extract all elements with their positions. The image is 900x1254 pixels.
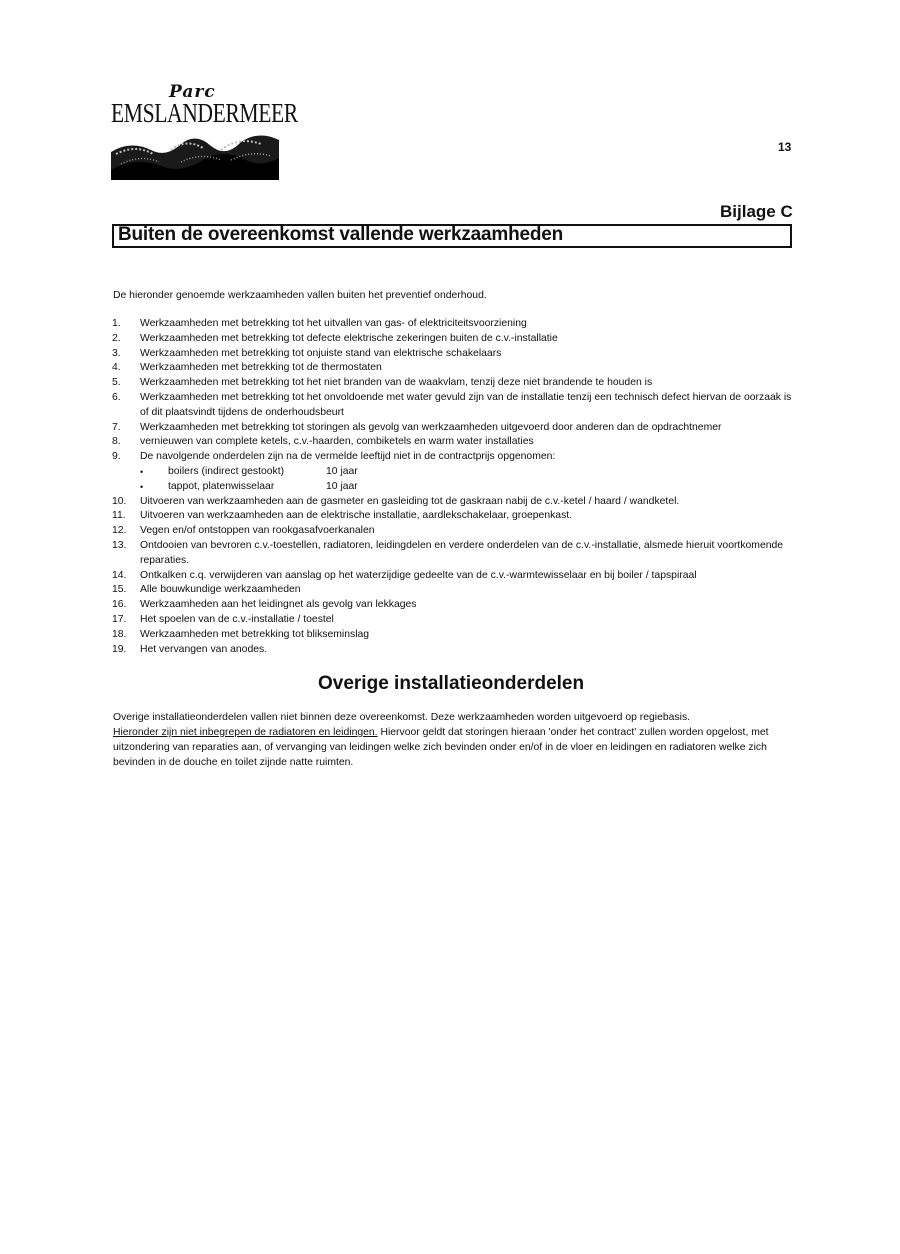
section-title-box <box>112 224 792 248</box>
logo-waves-graphic <box>111 130 279 180</box>
sub-item-age: 10 jaar <box>326 480 358 492</box>
item-text: Alle bouwkundige werkzaamheden <box>140 584 301 596</box>
item-text: Het spoelen van de c.v.-installatie / toestel <box>140 613 334 625</box>
appendix-label: Bijlage C <box>720 202 793 221</box>
list-item <box>112 628 802 643</box>
item-number: 5. <box>112 377 121 389</box>
other-rest-text: Hiervoor geldt dat storingen hieraan 'onder het contract' zullen worden opgelost, met uitzondering van reparaties aan, of vervanging van leidingen welke zich bevinden onder en/of in de vloer en leidingen en radiatoren welke zich bevinden in de douche en toilet zijnde natte ruimten. <box>113 727 769 768</box>
item-number: 13. <box>112 539 127 551</box>
item-number: 14. <box>112 569 127 581</box>
sub-item <box>112 480 802 495</box>
item-number: 11. <box>112 510 126 522</box>
item-text: Uitvoeren van werkzaamheden aan de elektrische installatie, aardlekschakelaar, groepenkast. <box>140 510 573 522</box>
sub-item-name: boilers (indirect gestookt) <box>168 465 285 477</box>
list-item <box>112 598 802 613</box>
sub-item <box>112 465 802 480</box>
item-number: 15. <box>112 584 127 596</box>
list-item <box>112 539 802 569</box>
item-number: 9. <box>112 451 121 463</box>
other-line1: Overige installatieonderdelen vallen niet binnen deze overeenkomst. Deze werkzaamheden worden uitgevoerd op regiebasis. <box>113 712 691 723</box>
item-text: vernieuwen van complete ketels, c.v.-haarden, combiketels en warm water installaties <box>140 436 534 448</box>
item-number: 4. <box>112 362 121 374</box>
other-heading: Overige installatieonderdelen <box>318 673 585 694</box>
list-item <box>112 376 802 391</box>
item-number: 3. <box>112 347 121 359</box>
item-text: Werkzaamheden met betrekking tot het onvoldoende met water gevuld zijn van de installatie tenzij een technisch defect hiervan de oorzaak is of dit plaatsvindt tijdens de onderhoudsbeurt <box>140 391 792 418</box>
item-text: Werkzaamheden met betrekking tot defecte elektrische zekeringen buiten de c.v.-installatie <box>140 332 558 344</box>
item-number: 19. <box>112 643 127 655</box>
list-item <box>112 361 802 376</box>
item-text: Werkzaamheden met betrekking tot blikseminslag <box>140 628 370 640</box>
list-item <box>112 317 802 332</box>
item-text: Werkzaamheden met betrekking tot het uitvallen van gas- of elektriciteitsvoorziening <box>140 318 527 329</box>
list-item <box>112 524 802 539</box>
list-item <box>112 509 802 524</box>
item-number: 12. <box>112 525 127 537</box>
item-text: Werkzaamheden met betrekking tot het niet branden van de waakvlam, tenzij deze niet brandende te houden is <box>140 377 653 389</box>
list-item <box>112 643 802 658</box>
item-text: Het vervangen van anodes. <box>140 643 268 655</box>
list-item <box>112 347 802 362</box>
company-logo <box>111 82 298 182</box>
list-item <box>112 435 802 450</box>
item-number: 17. <box>112 613 127 625</box>
section-title: Buiten de overeenkomst vallende werkzaamheden <box>118 224 564 245</box>
list-item <box>112 495 802 510</box>
item-number: 2. <box>112 332 121 344</box>
page-number: 13 <box>778 140 792 154</box>
list-item <box>112 450 802 465</box>
item-text: Werkzaamheden met betrekking tot de thermostaten <box>140 362 382 374</box>
item-number: 10. <box>112 495 127 507</box>
sub-item-age: 10 jaar <box>326 465 358 477</box>
bullet-icon: • <box>140 481 144 492</box>
list-item <box>112 583 802 598</box>
list-item <box>112 332 802 347</box>
item-text: Werkzaamheden aan het leidingnet als gevolg van lekkages <box>140 599 417 611</box>
item-number: 7. <box>112 421 121 433</box>
item-text: Ontkalken c.q. verwijderen van aanslag op het waterzijdige gedeelte van de c.v.-warmtewisselaar en bij boiler / tapspiraal <box>140 569 697 581</box>
item-number: 1. <box>112 318 121 329</box>
list-item <box>112 391 802 421</box>
list-item <box>112 569 802 584</box>
item-text: Werkzaamheden met betrekking tot onjuiste stand van elektrische schakelaars <box>140 347 502 359</box>
item-text: Uitvoeren van werkzaamheden aan de gasmeter en gasleiding tot de gaskraan nabij de c.v.-ketel / haard / wandketel. <box>140 495 680 507</box>
sub-item-name: tappot, platenwisselaar <box>168 480 275 492</box>
item-text: Ontdooien van bevroren c.v.-toestellen, radiatoren, leidingdelen en verdere onderdelen van de c.v.-installatie, alsmede hieruit voortkomende reparaties. <box>140 539 784 566</box>
item-number: 18. <box>112 628 127 640</box>
bullet-icon: • <box>140 466 144 477</box>
item-number: 8. <box>112 436 121 448</box>
item-text: Werkzaamheden met betrekking tot storingen als gevolg van werkzaamheden uitgevoerd door anderen dan de opdrachtnemer <box>140 421 722 433</box>
item-text: Vegen en/of ontstoppen van rookgasafvoerkanalen <box>140 525 375 537</box>
other-body-text <box>113 710 793 770</box>
item-text: De navolgende onderdelen zijn na de vermelde leeftijd niet in de contractprijs opgenomen: <box>140 451 556 463</box>
item-number: 6. <box>112 391 121 403</box>
list-item <box>112 421 802 436</box>
intro-text: De hieronder genoemde werkzaamheden vallen buiten het preventief onderhoud. <box>113 290 487 301</box>
exclusions-list <box>112 317 802 657</box>
other-underlined-text: Hieronder zijn niet inbegrepen de radiatoren en leidingen. <box>113 727 378 738</box>
logo-script-text: Parc <box>169 82 216 102</box>
logo-name-text: EMSLANDERMEER <box>111 98 298 128</box>
list-item <box>112 613 802 628</box>
item-number: 16. <box>112 599 127 611</box>
